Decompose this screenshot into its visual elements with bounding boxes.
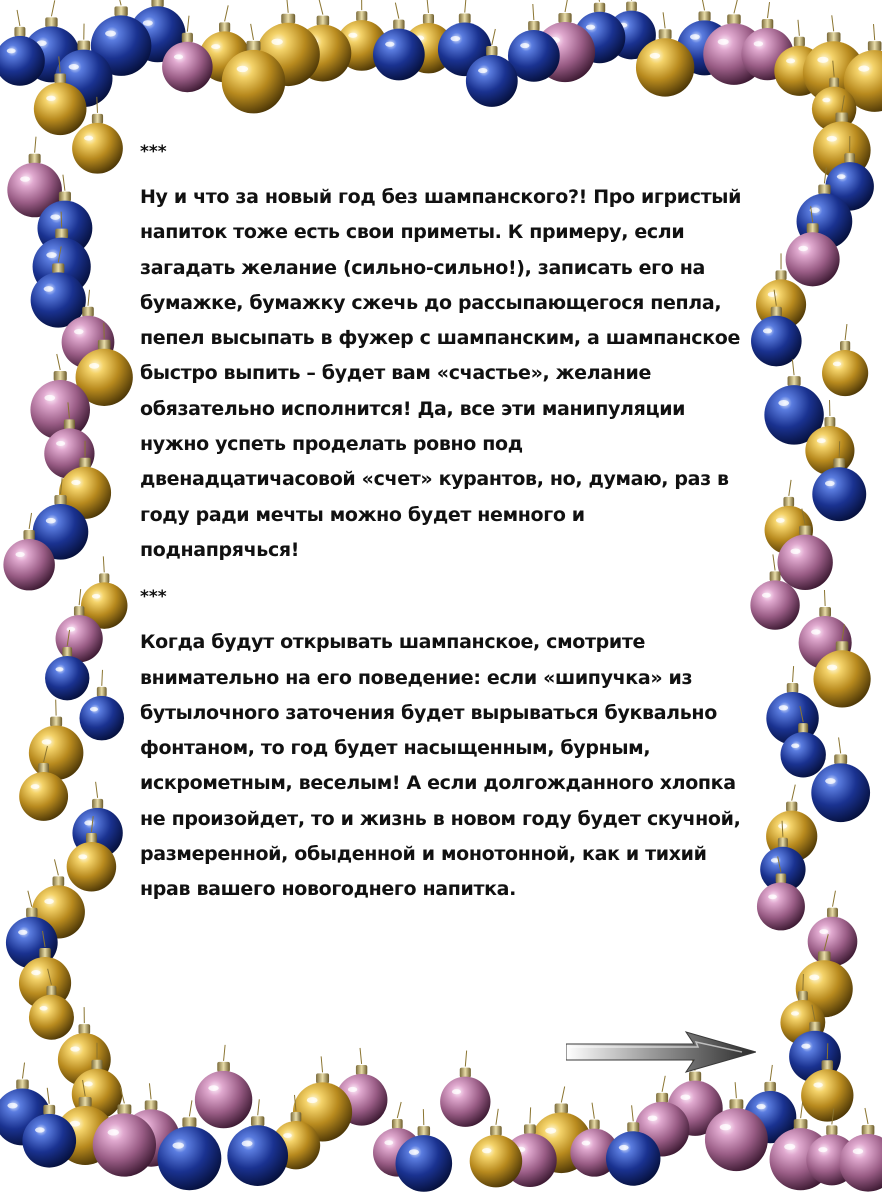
ornament-ball (0, 10, 45, 86)
ornament-ball (373, 3, 425, 81)
text-line: обязательно исполнится! Да, все эти манипуляции (140, 397, 686, 420)
text-line: пепел высыпать в фужер с шампанским, а шампанское (140, 327, 740, 350)
text-line: размеренной, обыденной и монотонной, как и тихий (140, 843, 707, 866)
ornament-ball (822, 324, 868, 396)
text-line: поднапрячься! (140, 538, 300, 561)
paragraph-champagne-wish (140, 180, 760, 568)
text-line: двенадцатичасовой «счет» курантов, но, думаю, раз в (140, 468, 729, 491)
text-line: загадать желание (сильно-сильно!), записать его на (140, 256, 705, 279)
separator-stars: *** (140, 142, 167, 162)
text-line: не произойдет, то и жизнь в новом году будет скучной, (140, 807, 741, 830)
text-line: фонтаном, то год будет насыщенным, бурным, (140, 737, 651, 760)
text-line: году ради мечты можно будет немного и (140, 503, 585, 526)
ornament-ball (29, 700, 84, 781)
text-line: бумажке, бумажку сжечь до рассыпающегося пепла, (140, 291, 722, 314)
text-line: искрометным, веселым! А если долгожданного хлопка (140, 772, 736, 795)
arrow-shaft (566, 1032, 756, 1072)
ornament-ball (839, 1108, 882, 1192)
ornament-ball (808, 891, 858, 967)
text-line: внимательно на его поведение: если «шипучка» из (140, 666, 693, 689)
paragraph-champagne-opening (140, 625, 760, 907)
ornament-ball (440, 1051, 490, 1127)
separator-stars: *** (140, 587, 167, 608)
text-line: нрав вашего новогоднего напитка. (140, 878, 517, 901)
text-line: Ну и что за новый год без шампанского?! Про игристый (140, 186, 742, 208)
ornament-ball (766, 666, 818, 744)
text-line: Когда будут открывать шампанское, смотрите (140, 631, 646, 654)
text-line: быстро выпить – будет вам «счастье», желание (140, 362, 652, 385)
ornament-ball (396, 1109, 453, 1192)
text-line: нужно успеть проделать ровно под (140, 433, 523, 456)
text-content (140, 135, 760, 920)
text-line: бутылочного заточения будет вырываться буквально (140, 701, 717, 724)
ornament-ball (508, 4, 560, 82)
text-line: напиток тоже есть свои приметы. К примеру, если (140, 221, 685, 244)
arrow-right-icon[interactable] (566, 1030, 756, 1074)
ornament-ball (195, 1045, 252, 1128)
